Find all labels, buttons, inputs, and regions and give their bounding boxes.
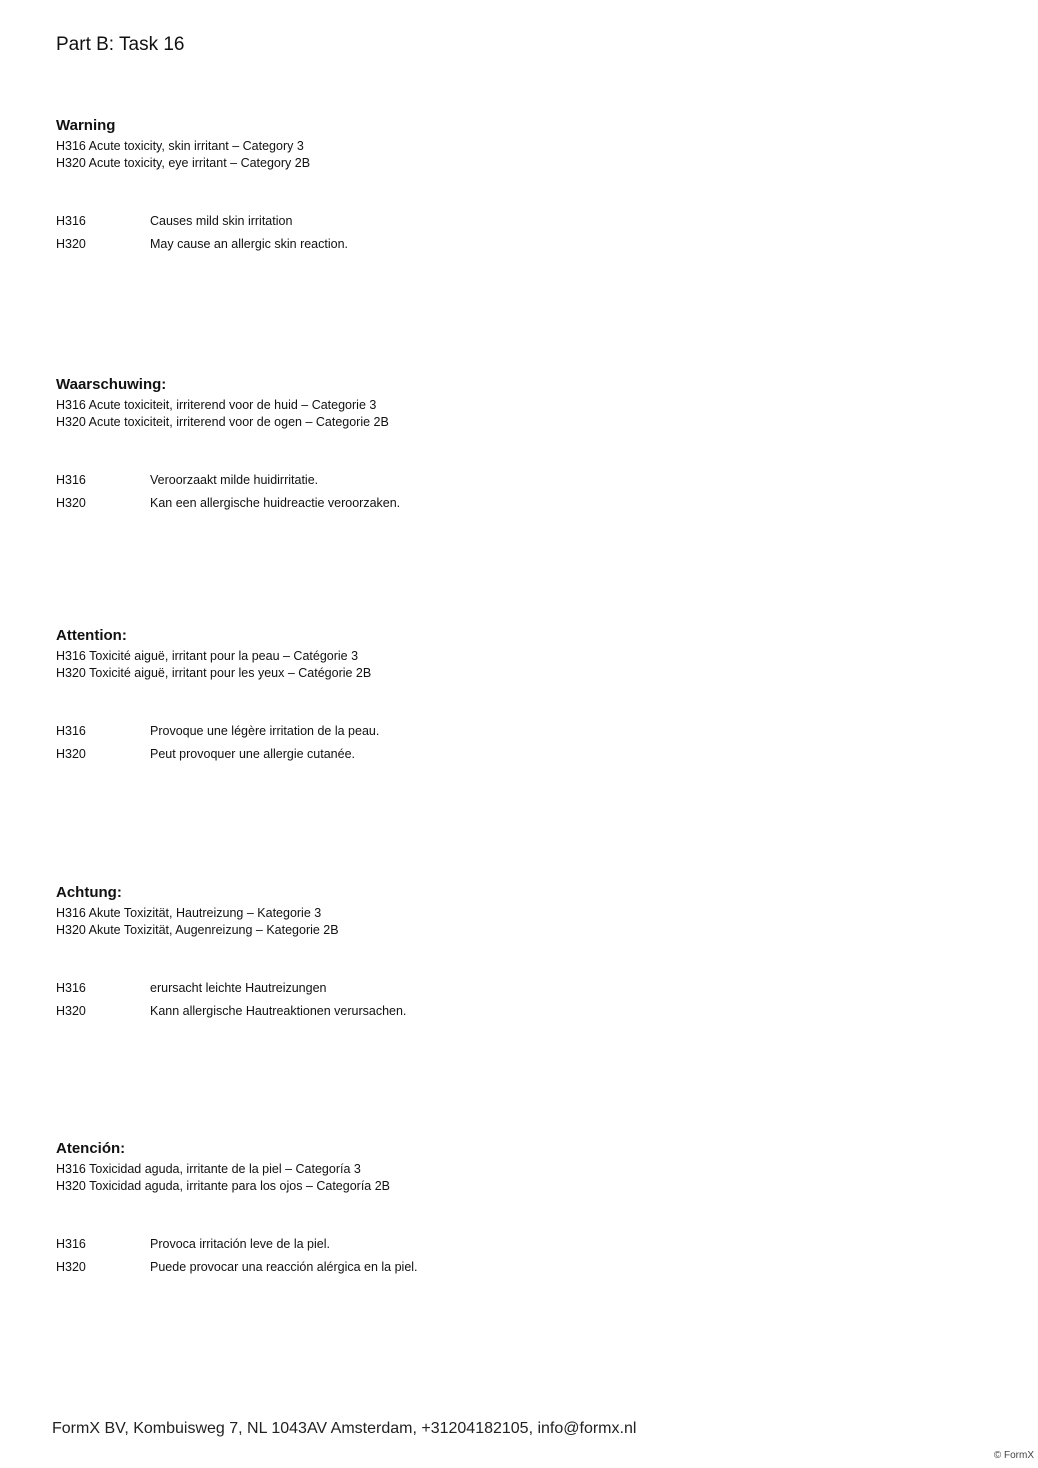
statement-row [56,492,956,515]
statement-text: Peut provoquer une allergie cutanée. [150,747,356,761]
statement-row [56,1233,956,1256]
statement-text: Kann allergische Hautreaktionen verursachen. [150,1004,407,1018]
statement-code: H320 [56,237,86,251]
section-german [56,884,956,1023]
classification-list [56,1161,956,1195]
classification-line: H316 Toxicidad aguda, irritante de la piel – Categoría 3 [56,1162,361,1176]
statement-text: Veroorzaakt milde huidirritatie. [150,473,319,487]
statement-code: H320 [56,496,86,510]
statement-text: Provoque une légère irritation de la peau. [150,724,380,738]
section-heading: Warning [56,117,116,134]
classification-line: H316 Acute toxicity, skin irritant – Category 3 [56,139,304,153]
section-heading: Waarschuwing: [56,376,167,393]
classification-line: H316 Toxicité aiguë, irritant pour la peau – Catégorie 3 [56,649,359,663]
classification-line: H320 Akute Toxizität, Augenreizung – Kategorie 2B [56,923,339,937]
statement-row [56,210,956,233]
statement-row [56,977,956,1000]
statement-code: H320 [56,1004,86,1018]
section-heading: Atención: [56,1140,126,1157]
classification-list [56,648,956,682]
statement-row [56,720,956,743]
statement-row [56,233,956,256]
statement-code: H320 [56,747,86,761]
statement-row [56,743,956,766]
statement-code: H316 [56,473,86,487]
statement-list [56,977,956,1023]
statement-code: H316 [56,1237,86,1251]
classification-line: H316 Acute toxiciteit, irriterend voor de huid – Categorie 3 [56,398,377,412]
classification-list [56,905,956,939]
statement-list [56,1233,956,1279]
statement-list [56,469,956,515]
statement-text: erursacht leichte Hautreizungen [150,981,327,995]
classification-line: H320 Toxicité aiguë, irritant pour les yeux – Catégorie 2B [56,666,372,680]
classification-list [56,138,956,172]
page-title: Part B: Task 16 [56,34,185,55]
classification-line: H316 Akute Toxizität, Hautreizung – Kategorie 3 [56,906,322,920]
statement-row [56,1256,956,1279]
statement-code: H320 [56,1260,86,1274]
statement-list [56,720,956,766]
section-heading: Achtung: [56,884,122,901]
statement-row [56,469,956,492]
statement-row [56,1000,956,1023]
classification-list [56,397,956,431]
section-french [56,627,956,766]
statement-text: Puede provocar una reacción alérgica en la piel. [150,1260,418,1274]
statement-text: Kan een allergische huidreactie veroorzaken. [150,496,401,510]
statement-list [56,210,956,256]
statement-text: May cause an allergic skin reaction. [150,237,349,251]
statement-code: H316 [56,981,86,995]
statement-text: Provoca irritación leve de la piel. [150,1237,330,1251]
statement-text: Causes mild skin irritation [150,214,293,228]
classification-line: H320 Acute toxicity, eye irritant – Category 2B [56,156,311,170]
statement-code: H316 [56,724,86,738]
section-dutch [56,376,956,515]
classification-line: H320 Toxicidad aguda, irritante para los ojos – Categoría 2B [56,1179,391,1193]
classification-line: H320 Acute toxiciteit, irriterend voor de ogen – Categorie 2B [56,415,389,429]
section-spanish [56,1140,956,1279]
statement-code: H316 [56,214,86,228]
section-heading: Attention: [56,627,127,644]
footer-address: FormX BV, Kombuisweg 7, NL 1043AV Amsterdam, +31204182105, info@formx.nl [52,1420,637,1437]
footer-copyright: © FormX [993,1450,1034,1461]
section-english [56,117,956,256]
